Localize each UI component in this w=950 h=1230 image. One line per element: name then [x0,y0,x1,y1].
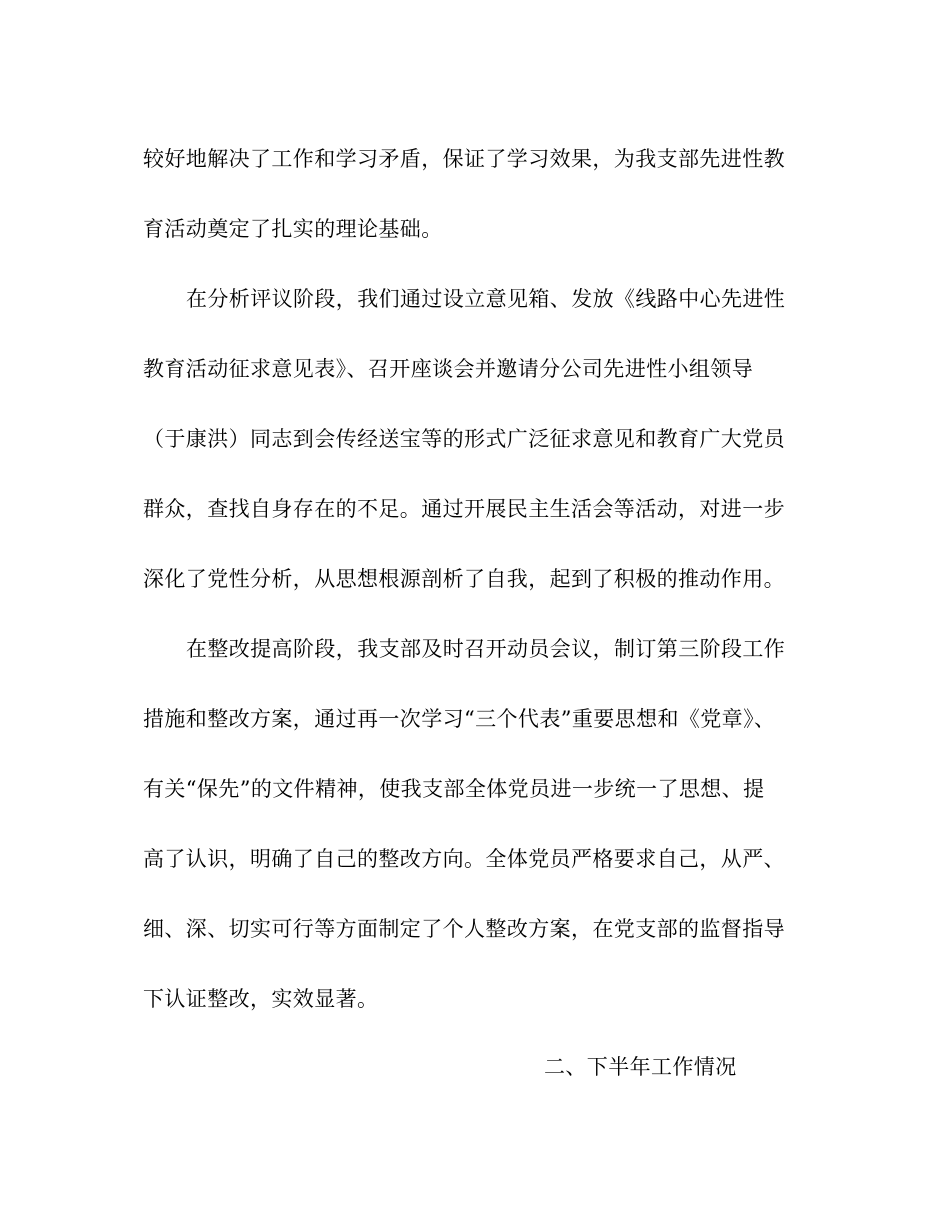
paragraph-line-6: 群众，查找自身存在的不足。通过开展民主生活会等活动，对进一步 [143,497,785,521]
paragraph-line-11: 高了认识，明确了自己的整改方向。全体党员严格要求自己，从严、 [143,847,785,871]
section-heading: 二、下半年工作情况 [544,1055,737,1079]
paragraph-line-13: 下认证整改，实效显著。 [143,987,379,1011]
paragraph-line-7: 深化了党性分析，从思想根源剖析了自我，起到了积极的推动作用。 [143,567,785,591]
paragraph-line-5: （于康洪）同志到会传经送宝等的形式广泛征求意见和教育广大党员 [143,427,785,451]
paragraph-line-3: 在分析评议阶段，我们通过设立意见箱、发放《线路中心先进性 [186,287,786,311]
paragraph-line-12: 细、深、切实可行等方面制定了个人整改方案，在党支部的监督指导 [143,917,785,941]
paragraph-line-2: 育活动奠定了扎实的理论基础。 [143,217,443,241]
paragraph-line-1: 较好地解决了工作和学习矛盾，保证了学习效果，为我支部先进性教 [143,147,785,171]
paragraph-line-9: 措施和整改方案，通过再一次学习“三个代表”重要思想和《党章》、 [143,707,776,731]
paragraph-line-4: 教育活动征求意见表》、召开座谈会并邀请分公司先进性小组领导 [143,357,754,381]
paragraph-line-10: 有关“保先”的文件精神，使我支部全体党员进一步统一了思想、提 [143,777,765,801]
paragraph-line-8: 在整改提高阶段，我支部及时召开动员会议，制订第三阶段工作 [186,637,786,661]
